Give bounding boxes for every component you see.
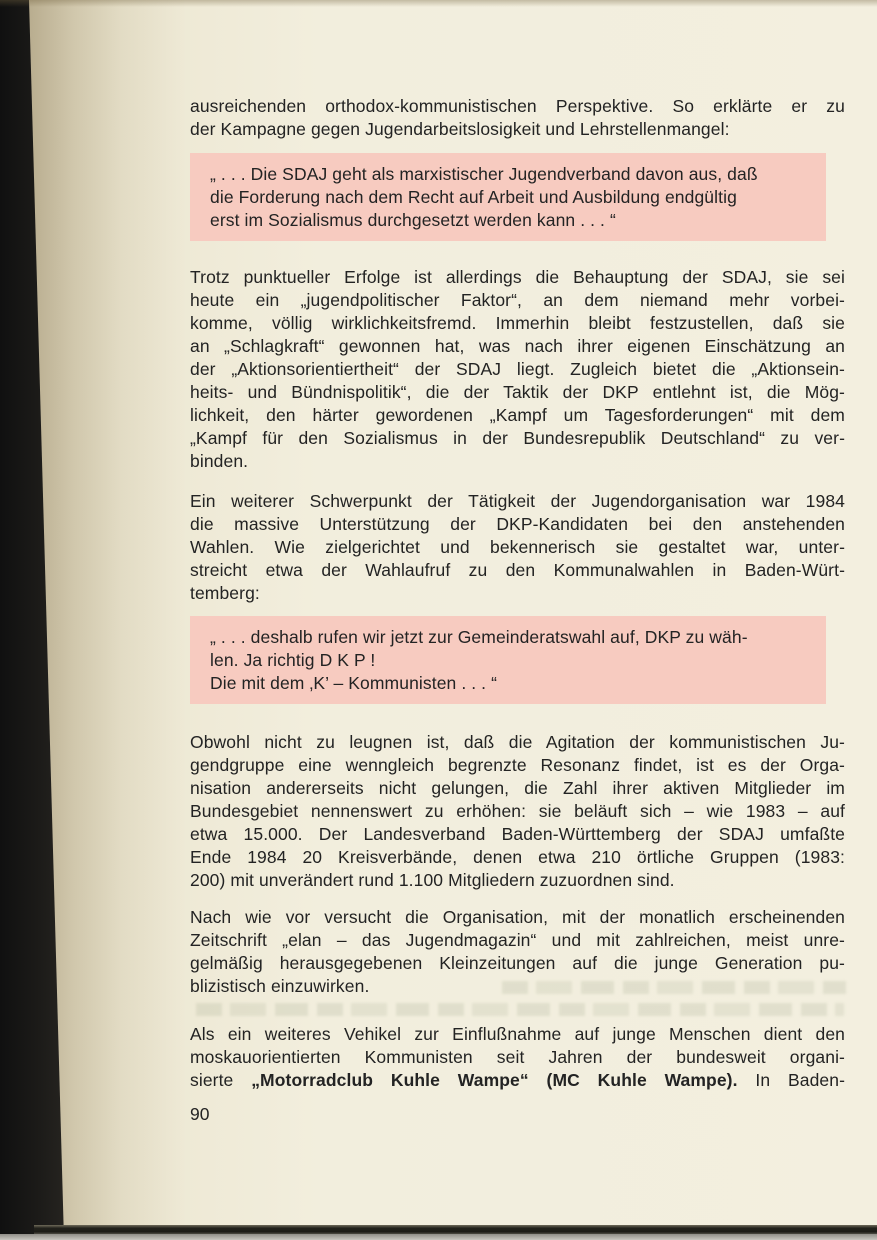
text-line: die Forderung nach dem Recht auf Arbeit und Ausbildung endgültig (210, 187, 737, 207)
paragraph (190, 1023, 845, 1092)
text-line: etwa 15.000. Der Landesverband Baden-Württemberg der SDAJ umfaßte (190, 824, 845, 844)
paragraph (190, 95, 845, 141)
text-line: blizistisch einzuwirken. (190, 976, 370, 996)
text-line: der Kampagne gegen Jugendarbeitslosigkeit und Lehrstellenmangel: (190, 119, 730, 139)
text-line: lichkeit, den härter gewordenen „Kampf um Tagesforderungen“ mit dem (190, 405, 845, 425)
page-number: 90 (190, 1104, 210, 1124)
text-line: sierte „Motorradclub Kuhle Wampe“ (MC Kuhle Wampe). In Baden- (190, 1070, 845, 1090)
page-bottom-edge (34, 1225, 877, 1234)
paragraph (190, 731, 845, 892)
text-line: Bundesgebiet nennenswert zu erhöhen: sie beläuft sich – wie 1983 – auf (190, 801, 845, 821)
text-line: 200) mit unverändert rund 1.100 Mitgliedern zuzuordnen sind. (190, 870, 675, 890)
page-top-edge (0, 0, 877, 7)
text-line: erst im Sozialismus durchgesetzt werden kann . . . “ (210, 210, 616, 230)
quote-highlight (190, 616, 826, 704)
text-line: Ende 1984 20 Kreisverbände, denen etwa 210 örtliche Gruppen (1983: (190, 847, 845, 867)
text-line: moskauorientierten Kommunisten seit Jahren der bundesweit organi- (190, 1047, 845, 1067)
quote-highlight (190, 153, 826, 241)
text-line: Als ein weiteres Vehikel zur Einflußnahme auf junge Menschen dient den (190, 1024, 845, 1044)
text-line: Zeitschrift „elan – das Jugendmagazin“ und mit zahlreichen, meist unre- (190, 930, 845, 950)
text-line: „ . . . Die SDAJ geht als marxistischer Jugendverband davon aus, daß (210, 164, 758, 184)
text-line: len. Ja richtig D K P ! (210, 650, 376, 670)
paragraph (190, 490, 845, 605)
text-line: heute ein „jugendpolitischer Faktor“, an dem niemand mehr vorbei- (190, 290, 845, 310)
paragraph (190, 266, 845, 473)
text-line: Die mit dem ‚K’ – Kommunisten . . . “ (210, 673, 498, 693)
text-line: „ . . . deshalb rufen wir jetzt zur Gemeinderatswahl auf, DKP zu wäh- (210, 627, 748, 647)
text-line: komme, völlig wirklichkeitsfremd. Immerhin bleibt festzustellen, daß sie (190, 313, 845, 333)
text-column (190, 95, 845, 1092)
text-line: ausreichenden orthodox-kommunistischen Perspektive. So erklärte er zu (190, 96, 845, 116)
text-line: gendgruppe eine wenngleich begrenzte Resonanz findet, ist es der Orga- (190, 755, 845, 775)
text-line: „Kampf für den Sozialismus in der Bundesrepublik Deutschland“ zu ver- (190, 428, 845, 448)
text-line: an „Schlagkraft“ gewonnen hat, was nach ihrer eigenen Einschätzung an (190, 336, 845, 356)
text-line: nisation andererseits nicht gelungen, die Zahl ihrer aktiven Mitglieder im (190, 778, 845, 798)
paragraph (190, 906, 845, 998)
text-line: der „Aktionsorientiertheit“ der SDAJ liegt. Zugleich bietet die „Aktionsein- (190, 359, 845, 379)
text-line: Obwohl nicht zu leugnen ist, daß die Agitation der kommunistischen Ju- (190, 732, 845, 752)
text-line: die massive Unterstützung der DKP-Kandidaten bei den anstehenden (190, 514, 845, 534)
text-line: binden. (190, 451, 249, 471)
text-line: heits- und Bündnispolitik“, die der Taktik der DKP entlehnt ist, die Mög- (190, 382, 845, 402)
text-line: temberg: (190, 583, 260, 603)
table-surface-strip (0, 1234, 877, 1240)
text-line: Trotz punktueller Erfolge ist allerdings die Behauptung der SDAJ, sie sei (190, 267, 845, 287)
text-line: Nach wie vor versucht die Organisation, mit der monatlich erscheinenden (190, 907, 845, 927)
text-line: Ein weiterer Schwerpunkt der Tätigkeit der Jugendorganisation war 1984 (190, 491, 845, 511)
text-line: Wahlen. Wie zielgerichtet und bekennerisch sie gestaltet war, unter- (190, 537, 845, 557)
text-line: streicht etwa der Wahlaufruf zu den Kommunalwahlen in Baden-Würt- (190, 560, 845, 580)
text-line: gelmäßig herausgegebenen Kleinzeitungen auf die junge Generation pu- (190, 953, 845, 973)
